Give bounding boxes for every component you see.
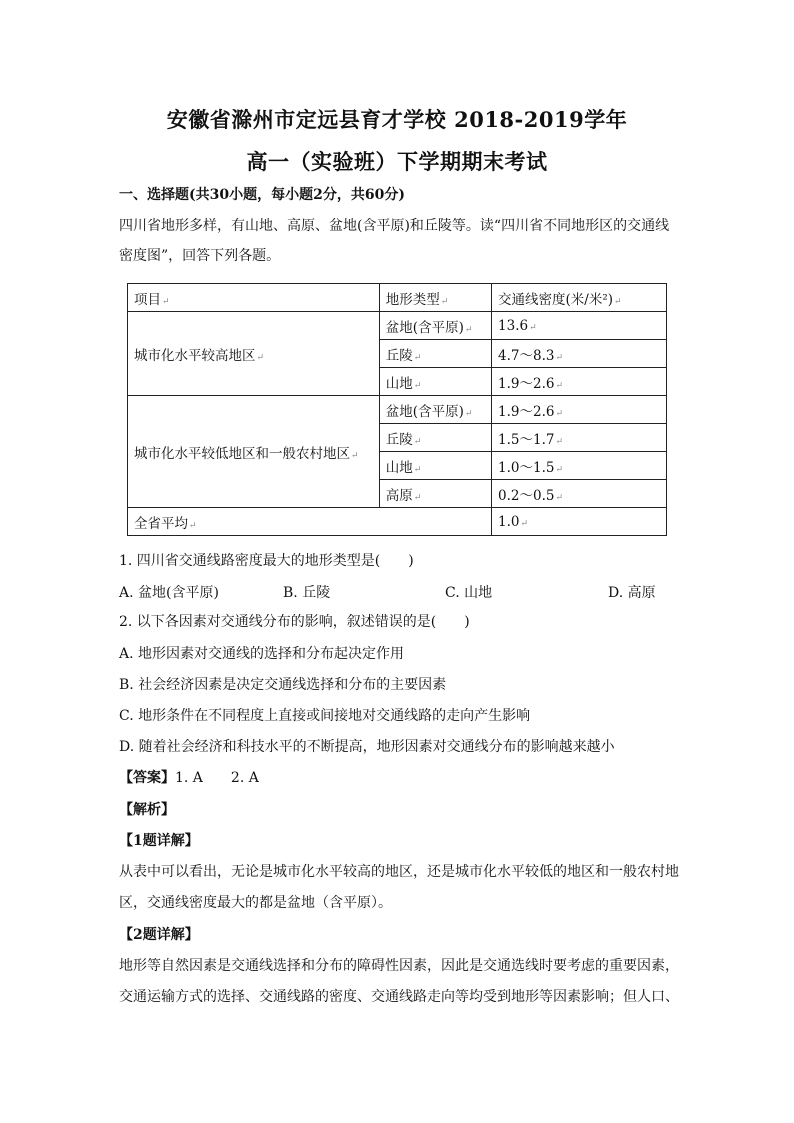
density-cell: 4.7～8.3↵ (492, 340, 667, 368)
question-2-stem: 2. 以下各因素对交通线分布的影响，叙述错误的是( ) (119, 614, 470, 630)
section-heading: 一、选择题(共30小题，每小题2分，共60分) (119, 187, 405, 203)
terrain-cell: 丘陵↵ (379, 424, 491, 452)
table-header-row (128, 284, 667, 312)
question-2-option-b: B. 社会经济因素是决定交通线选择和分布的主要因素 (119, 677, 447, 693)
header-cell-terrain: 地形类型↵ (379, 284, 491, 312)
detail-2-line2: 交通运输方式的选择、交通线路的密度、交通线路走向等均受到地形等因素影响；但人口、 (119, 989, 679, 1005)
density-cell: 1.9～2.6↵ (492, 396, 667, 424)
table-row-average (128, 508, 667, 536)
question-1-option-a: A. 盆地(含平原) (119, 585, 219, 601)
detail-1-line2: 区，交通线密度最大的都是盆地（含平原）。 (119, 895, 392, 911)
question-2-option-d: D. 随着社会经济和科技水平的不断提高，地形因素对交通线分布的影响越来越小 (119, 739, 615, 755)
answer-line (119, 768, 679, 788)
document-title-line2: 高一（实验班）下学期期末考试 (246, 149, 548, 174)
terrain-cell: 山地↵ (379, 368, 491, 396)
group-label-high-urbanization: 城市化水平较高地区↵ (128, 312, 380, 396)
question-1-option-c: C. 山地 (445, 585, 493, 601)
detail-2-line1: 地形等自然因素是交通线选择和分布的障碍性因素，因此是交通选线时要考虑的重要因素， (119, 958, 679, 974)
terrain-cell: 盆地(含平原)↵ (379, 312, 491, 340)
analysis-label: 【解析】 (119, 802, 175, 818)
terrain-cell: 盆地(含平原)↵ (379, 396, 491, 424)
density-cell: 13.6↵ (492, 312, 667, 340)
document-title-line1: 安徽省滁州市定远县育才学校 2018-2019学年 (166, 107, 628, 132)
question-2-option-c: C. 地形条件在不同程度上直接或间接地对交通线路的走向产生影响 (119, 708, 531, 724)
header-cell-item: 项目↵ (128, 284, 380, 312)
table-row (128, 396, 667, 424)
question-1-option-d: D. 高原 (608, 585, 656, 601)
density-cell: 1.0～1.5↵ (492, 452, 667, 480)
answer-text: 1. A 2. A (175, 770, 259, 786)
table-row (128, 312, 667, 340)
detail-1-label: 【1题详解】 (119, 833, 199, 849)
detail-2-label: 【2题详解】 (119, 927, 199, 943)
average-label-cell: 全省平均↵ (128, 508, 492, 536)
density-cell: 0.2～0.5↵ (492, 480, 667, 508)
terrain-cell: 高原↵ (379, 480, 491, 508)
answer-label: 【答案】 (119, 770, 175, 786)
terrain-cell: 山地↵ (379, 452, 491, 480)
group-label-low-urbanization: 城市化水平较低地区和一般农村地区↵ (128, 396, 380, 508)
average-value-cell: 1.0↵ (492, 508, 667, 536)
traffic-density-table (127, 283, 667, 536)
header-cell-density: 交通线密度(米/米²)↵ (492, 284, 667, 312)
detail-1-line1: 从表中可以看出，无论是城市化水平较高的地区，还是城市化水平较低的地区和一般农村地 (119, 864, 679, 880)
intro-text-line1: 四川省地形多样，有山地、高原、盆地(含平原)和丘陵等。读“四川省不同地形区的交通线 (119, 218, 670, 234)
density-cell: 1.9～2.6↵ (492, 368, 667, 396)
question-1-stem: 1. 四川省交通线路密度最大的地形类型是( ) (119, 553, 414, 569)
question-1-option-b: B. 丘陵 (283, 585, 331, 601)
terrain-cell: 丘陵↵ (379, 340, 491, 368)
density-cell: 1.5～1.7↵ (492, 424, 667, 452)
question-2-option-a: A. 地形因素对交通线的选择和分布起决定作用 (119, 646, 405, 662)
intro-text-line2: 密度图”，回答下列各题。 (119, 248, 281, 264)
